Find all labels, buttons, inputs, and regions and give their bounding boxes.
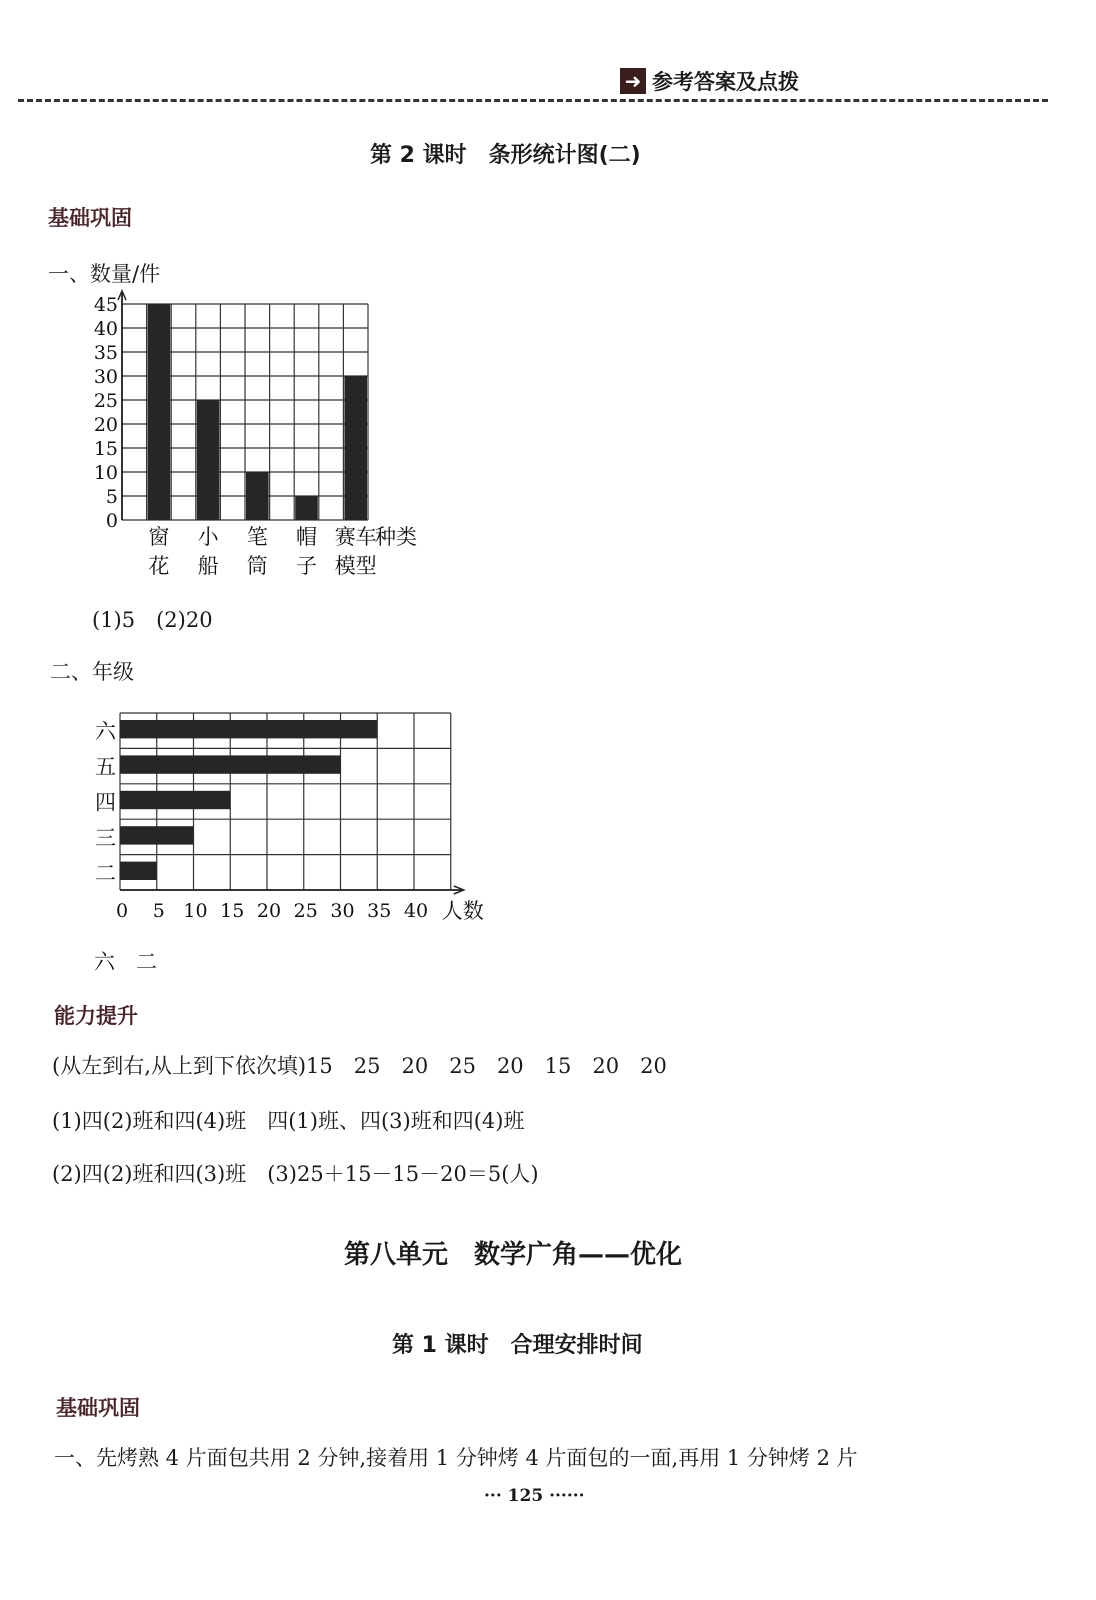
- x-tick-label: 35: [367, 900, 392, 922]
- bar: [120, 791, 230, 809]
- y-tick-label: 25: [93, 390, 118, 412]
- advanced-line-2: (1)四(2)班和四(4)班 四(1)班、四(3)班和四(4)班: [52, 1109, 525, 1133]
- x-tick-label: 25: [293, 900, 318, 922]
- category-label: 船: [197, 554, 219, 578]
- bar: [120, 755, 341, 773]
- question-2-answer: 六 二: [94, 950, 157, 974]
- bar: [148, 304, 171, 520]
- y-tick-label: 30: [93, 366, 118, 388]
- category-label: 四: [95, 790, 116, 815]
- arrow-right-icon: ➜: [620, 68, 646, 94]
- question-number: 一、: [48, 262, 90, 286]
- unit-title: 第八单元 数学广角——优化: [344, 1240, 683, 1270]
- bar: [120, 720, 377, 738]
- x-tick-label: 30: [330, 900, 355, 922]
- x-tick-label: 0: [115, 900, 129, 922]
- x-tick-label: 15: [220, 900, 245, 922]
- chart2-ylabel: 年级: [92, 660, 134, 684]
- x-tick-label: 10: [183, 900, 208, 922]
- question-number: 二、: [50, 660, 92, 684]
- chart1-ylabel: 数量/件: [90, 262, 161, 286]
- unit-lesson-title: 第 1 课时 合理安排时间: [392, 1333, 643, 1358]
- y-tick-label: 0: [105, 510, 118, 532]
- header-divider: [18, 99, 1048, 102]
- page-number: ··· 125 ······: [484, 1486, 585, 1506]
- y-tick-label: 15: [93, 438, 118, 460]
- section-heading-basic: 基础巩固: [48, 206, 132, 230]
- category-label: 小: [197, 525, 219, 549]
- category-label: 模型: [334, 554, 377, 578]
- category-label: 二: [95, 861, 116, 886]
- x-tick-label: 20: [256, 900, 282, 922]
- category-label: 笔: [246, 525, 268, 549]
- category-label: 子: [296, 554, 317, 578]
- x-axis-label: 种类: [375, 525, 417, 549]
- x-tick-label: 40: [403, 900, 429, 922]
- category-label: 三: [95, 825, 116, 850]
- y-tick-label: 10: [93, 462, 118, 484]
- advanced-line-1: (从左到右,从上到下依次填)15 25 20 25 20 15 20 20: [52, 1054, 667, 1078]
- unit-question-1: 一、先烤熟 4 片面包共用 2 分钟,接着用 1 分钟烤 4 片面包的一面,再用 1 分钟烤 2 片: [54, 1446, 858, 1470]
- advanced-line-3: (2)四(2)班和四(3)班 (3)25＋15－15－20＝5(人): [52, 1162, 539, 1186]
- category-label: 帽: [296, 525, 317, 549]
- y-tick-label: 35: [93, 342, 118, 364]
- category-label: 花: [148, 554, 170, 578]
- category-label: 赛车: [334, 525, 377, 549]
- header-title: [620, 64, 799, 98]
- section-heading-basic-2: 基础巩固: [56, 1396, 140, 1420]
- section-heading-advanced: 能力提升: [54, 1004, 138, 1028]
- category-label: 六: [95, 719, 116, 744]
- y-tick-label: 40: [93, 318, 118, 340]
- bar: [120, 826, 194, 844]
- bar: [295, 496, 318, 520]
- x-axis-label: 人数: [441, 899, 484, 923]
- y-tick-label: 45: [93, 294, 118, 316]
- bar: [197, 400, 220, 520]
- horizontal-bar-chart: [80, 680, 500, 925]
- vertical-bar-chart: [80, 285, 460, 585]
- bar: [246, 472, 269, 520]
- bar: [344, 376, 367, 520]
- y-tick-label: 20: [93, 414, 118, 436]
- lesson-title: 第 2 课时 条形统计图(二): [370, 143, 641, 168]
- header-title-text: 参考答案及点拨: [652, 70, 799, 94]
- y-tick-label: 5: [105, 486, 118, 508]
- question-1-answer: (1)5 (2)20: [92, 608, 213, 632]
- category-label: 五: [95, 755, 116, 780]
- question-1-label: [48, 258, 160, 288]
- category-label: 窗: [148, 525, 170, 549]
- x-tick-label: 5: [152, 900, 165, 922]
- category-label: 筒: [246, 554, 268, 578]
- bar: [120, 862, 157, 880]
